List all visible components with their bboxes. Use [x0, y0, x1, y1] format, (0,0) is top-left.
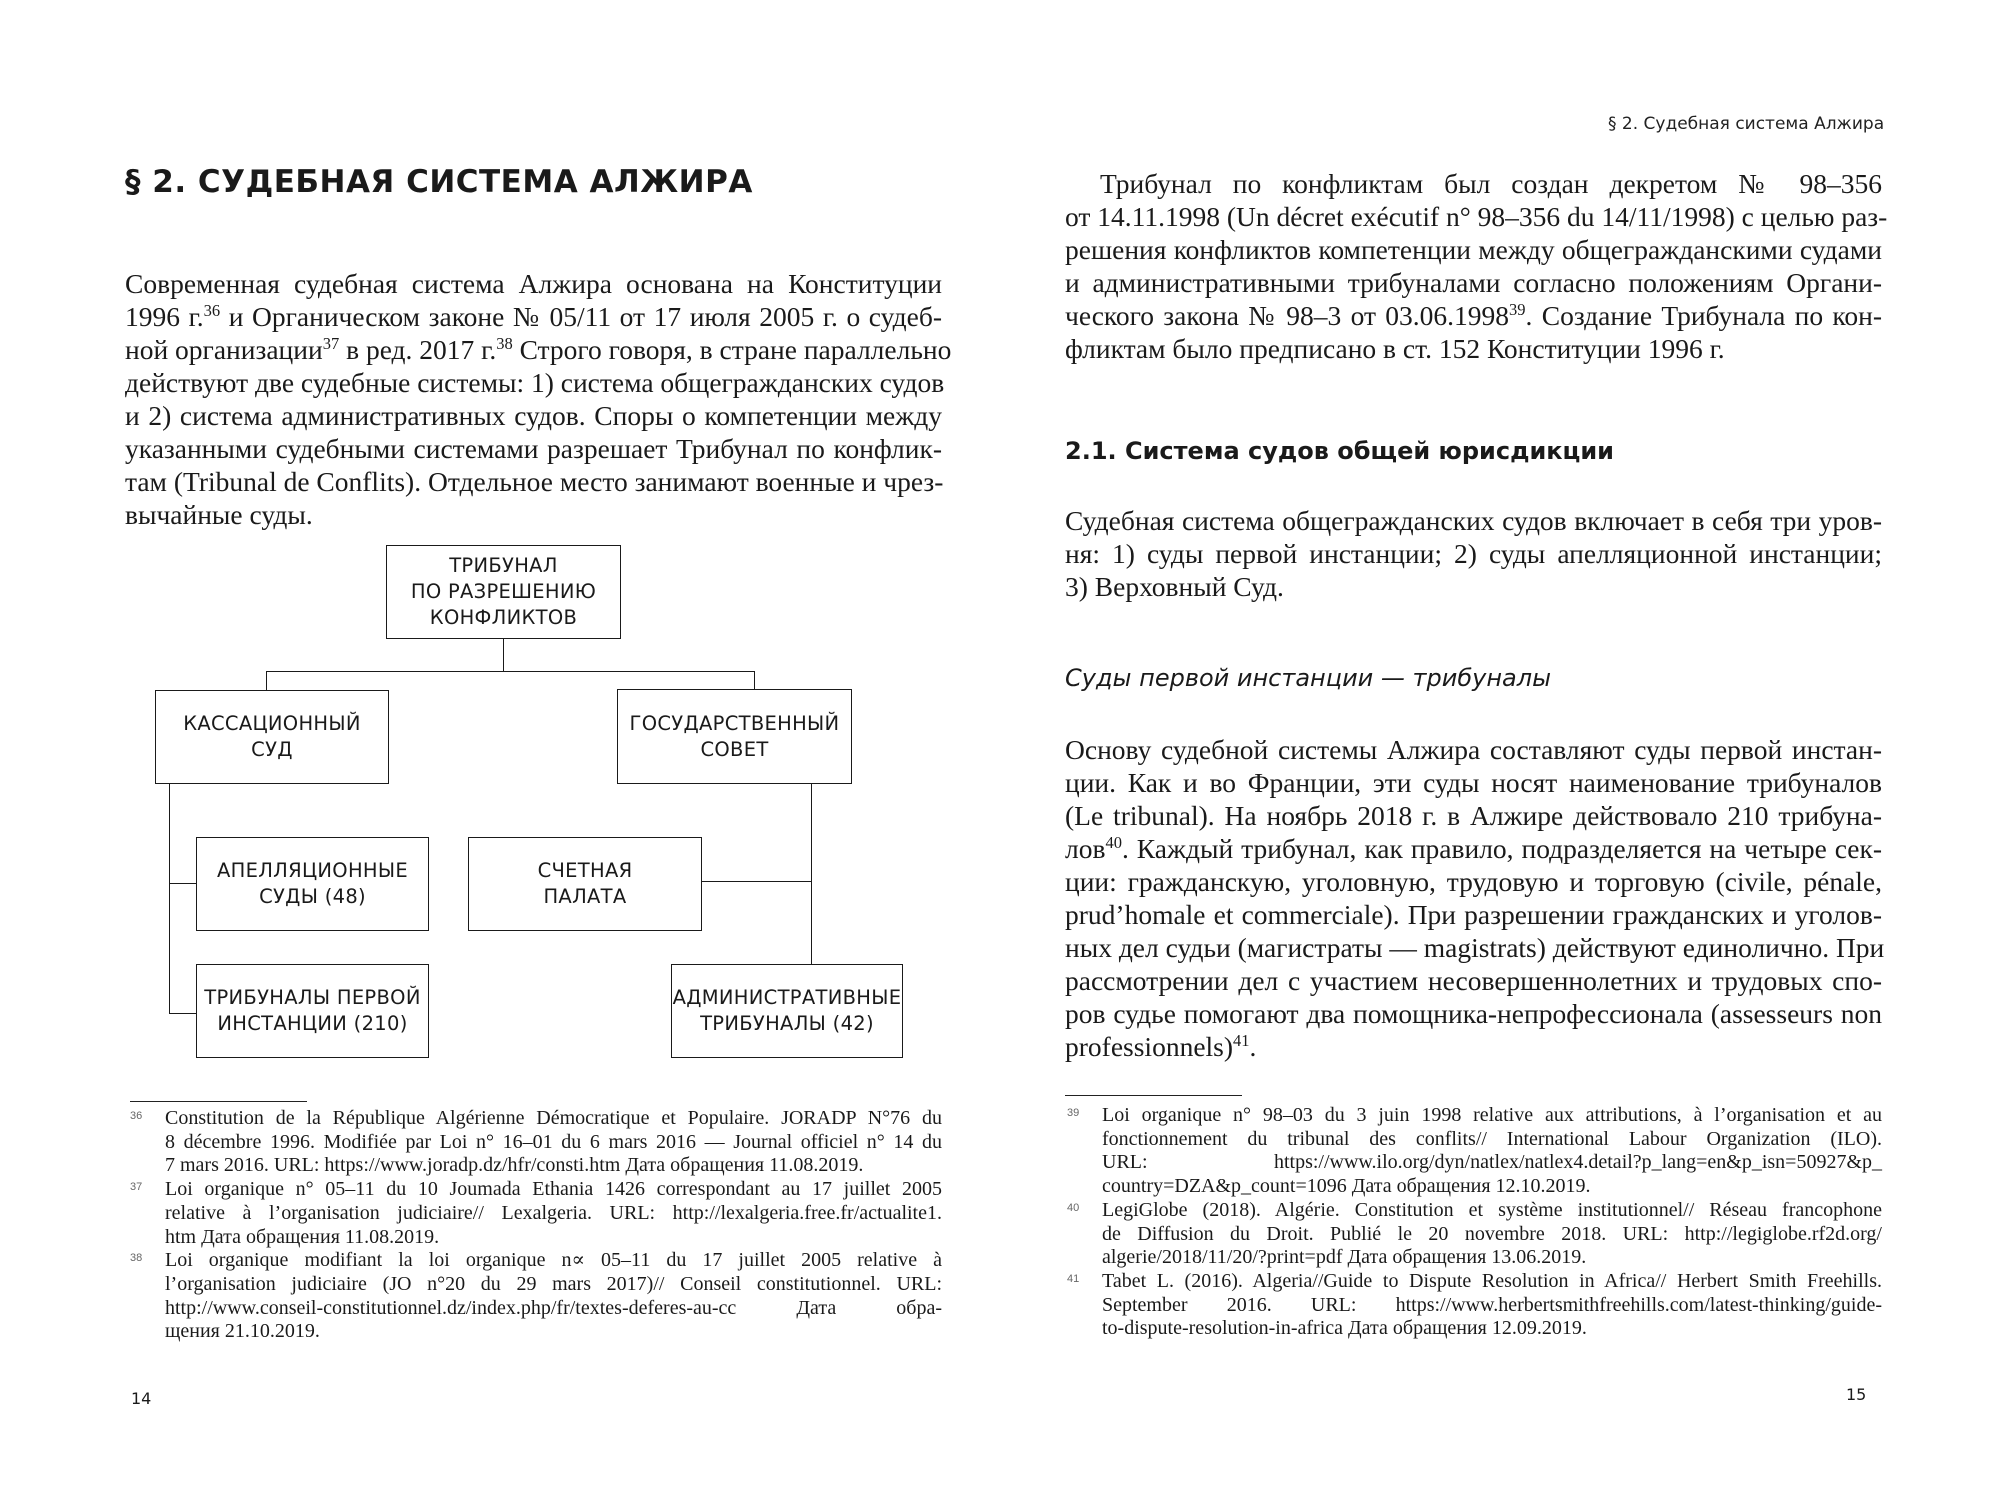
page-title: § 2. СУДЕБНАЯ СИСТЕМА АЛЖИРА [125, 164, 753, 200]
box-state-council: ГОСУДАРСТВЕННЫЙ СОВЕТ [617, 689, 852, 784]
footnote-ref-39[interactable]: 39 [1509, 299, 1526, 319]
box-first-instance-tribunals: ТРИБУНАЛЫ ПЕРВОЙ ИНСТАНЦИИ (210) [196, 964, 429, 1058]
footnote-number: 41 [1067, 1272, 1080, 1285]
connector-line [169, 783, 170, 1014]
footnote-ref-38[interactable]: 38 [496, 333, 513, 353]
footnote-36: 36 Constitution de la République Algérienne Démocratique et Populaire. JORADP N°76 du 8 décembre 1996. Modifiée par Loi n° 16–01 du 6 mars 2016 — Journal officiel n° 14 du 7 mars 2016. URL: https://www.joradp.dz/hfr/consti.htm Дата обращения 11.08.2019. [130, 1107, 942, 1177]
text-line: ции: гражданскую, уголовную, трудовую и торговую (civile, pénale, [1065, 866, 1882, 897]
text-line: ров судье помогают два помощника-непрофессионала (assesseurs non [1065, 998, 1882, 1029]
connector-line [503, 638, 504, 672]
page-number: 15 [1846, 1385, 1867, 1404]
connector-line [266, 671, 267, 690]
connector-line [754, 671, 755, 690]
subsection-heading: Суды первой инстанции — трибуналы [1065, 664, 1552, 692]
right-page [1000, 0, 2000, 1490]
text-line: (Le tribunal). На ноябрь 2018 г. в Алжире действовало 210 трибуна- [1065, 800, 1882, 831]
text-line: и 2) система административных судов. Споры о компетенции между [125, 400, 942, 431]
text-line: Трибунал по конфликтам был создан декретом № 98–356 [1100, 168, 1882, 199]
footnote-ref-36[interactable]: 36 [203, 300, 221, 320]
text-line: ции. Как и во Франции, эти суды носят наименование трибуналов [1065, 767, 1882, 798]
text-line: указанными судебными системами разрешает Трибунал по конфлик- [125, 433, 942, 464]
footnote-41: 41 Tabet L. (2016). Algeria//Guide to Dispute Resolution in Africa// Herbert Smith Freehills. September 2016. URL: https://www.herbertsmithfreehills.com/latest-thinking/guide- to-dispute-resolution-in-africa Дата обращения 12.09.2019. [1067, 1269, 1882, 1340]
footnote-39: 39 Loi organique n° 98–03 du 3 juin 1998 relative aux attributions, à l’organisation et au fonctionnement du tribunal des conflits// International Labour Organization (ILO). URL: https://www.ilo.org/dyn/natlex/natlex4.detail?p_lang=en&p_isn=50927&p_ country=DZA&p_count=1096 Дата обращения 12.10.2019. [1067, 1104, 1882, 1198]
text-line: решения конфликтов компетенции между общегражданскими судами [1065, 234, 1882, 265]
footnote-divider [130, 1101, 307, 1102]
text-line: рассмотрении дел с участием несовершеннолетних и трудовых спо- [1065, 965, 1882, 996]
footnote-38: 38 Loi organique modifiant la loi organique n∝ 05–11 du 17 juillet 2005 relative à l’organisation judiciaire (JO n°20 du 29 mars 2017)// Conseil constitutionnel. URL: http://www.conseil-constitutionnel.dz/index.php/fr/textes-deferes-au-cc Дата обра- щения 21.10.2019. [130, 1249, 942, 1343]
text-line: от 14.11.1998 (Un décret exécutif n° 98–356 du 14/11/1998) с целью раз- [1065, 201, 1888, 232]
text-line: и административными трибуналами согласно положениям Органи- [1065, 267, 1882, 298]
text-line: 3) Верховный Суд. [1065, 571, 1284, 602]
text-line: лов$^{40}$. Каждый трибунал, как правило, подразделяется на четыре сек- [1065, 832, 1882, 864]
running-header: § 2. Судебная система Алжира [1608, 114, 1885, 134]
text-line: фликтам было предписано в ст. 152 Конституции 1996 г. [1065, 333, 1725, 364]
footnote-40: 40 LegiGlobe (2018). Algérie. Constitution et système institutionnel// Réseau francophone de Diffusion du Droit. Publié le 20 novembre 2018. URL: http://legiglobe.rf2d.org/ algerie/2018/11/20/?print=pdf Дата обращения 13.06.2019. [1067, 1198, 1882, 1269]
text-line: ня: 1) суды первой инстанции; 2) суды апелляционной инстанции; [1065, 538, 1882, 569]
footnotes [1067, 1104, 1882, 1341]
footnotes [130, 1107, 942, 1344]
footnote-number: 36 [130, 1110, 143, 1122]
footnote-number: 39 [1067, 1107, 1080, 1119]
box-appeal-courts: АПЕЛЛЯЦИОННЫЕ СУДЫ (48) [196, 837, 429, 931]
text-line: вычайные суды. [125, 499, 313, 530]
intro-paragraph [1065, 167, 1888, 365]
footnote-37: 37 Loi organique n° 05–11 du 10 Joumada Ethania 1426 correspondant au 17 juillet 2005 relative à l’organisation judiciaire// Lexalgeria. URL: http://lexalgeria.free.fr/actualite1. htm Дата обращения 11.08.2019. [130, 1178, 942, 1248]
court-structure-diagram [0, 0, 1000, 1100]
subsection-paragraph [1065, 733, 1885, 1063]
connector-line [811, 783, 812, 965]
section-paragraph [1065, 504, 1882, 603]
page-number: 14 [131, 1389, 152, 1408]
footnote-ref-40[interactable]: 40 [1105, 832, 1122, 852]
text-line: ных дел судьи (магистраты — magistrats) действуют единолично. При [1065, 932, 1885, 963]
section-heading: 2.1. Система судов общей юрисдикции [1065, 437, 1614, 465]
footnote-divider [1065, 1095, 1242, 1096]
text-line: действуют две судебные системы: 1) система общегражданских судов [125, 367, 945, 398]
text-line: Современная судебная система Алжира основана на Конституции [125, 268, 942, 299]
connector-line [700, 881, 812, 882]
connector-line [169, 883, 197, 884]
text-line: ческого закона № 98–3 от 03.06.1998$^{39}$. Создание Трибунала по кон- [1065, 299, 1882, 331]
connector-line [169, 1013, 197, 1014]
text-line: там (Tribunal de Conflits). Отдельное место занимают военные и чрез- [125, 466, 944, 497]
footnote-ref-41[interactable]: 41 [1233, 1030, 1250, 1050]
footnote-ref-37[interactable]: 37 [322, 333, 340, 353]
text-line: ной организации$^{37}$ в ред. 2017 г.$^{38}$ Строго говоря, в стране параллельно [125, 333, 952, 365]
box-audit-chamber: СЧЕТНАЯ ПАЛАТА [468, 837, 702, 931]
text-line: professionnels)$^{41}$. [1065, 1030, 1257, 1062]
text-line: prud’homale et commerciale). При разрешении гражданских и уголов- [1065, 899, 1882, 930]
text-line: Судебная система общегражданских судов включает в себя три уров- [1065, 505, 1882, 536]
box-cassation-court: КАССАЦИОННЫЙ СУД [155, 690, 389, 784]
footnote-number: 38 [130, 1252, 143, 1265]
footnote-number: 37 [130, 1181, 143, 1194]
box-administrative-tribunals: АДМИНИСТРАТИВНЫЕ ТРИБУНАЛЫ (42) [671, 964, 903, 1058]
footnote-number: 40 [1067, 1201, 1080, 1214]
text-line: Основу судебной системы Алжира составляют суды первой инстан- [1065, 734, 1882, 765]
text-line: 1996 г.$^{36}$ и Органическом законе № 05/11 от 17 июля 2005 г. о судеб- [125, 300, 942, 332]
box-conflicts-tribunal: ТРИБУНАЛ ПО РАЗРЕШЕНИЮ КОНФЛИКТОВ [386, 545, 621, 639]
connector-line [266, 671, 755, 672]
